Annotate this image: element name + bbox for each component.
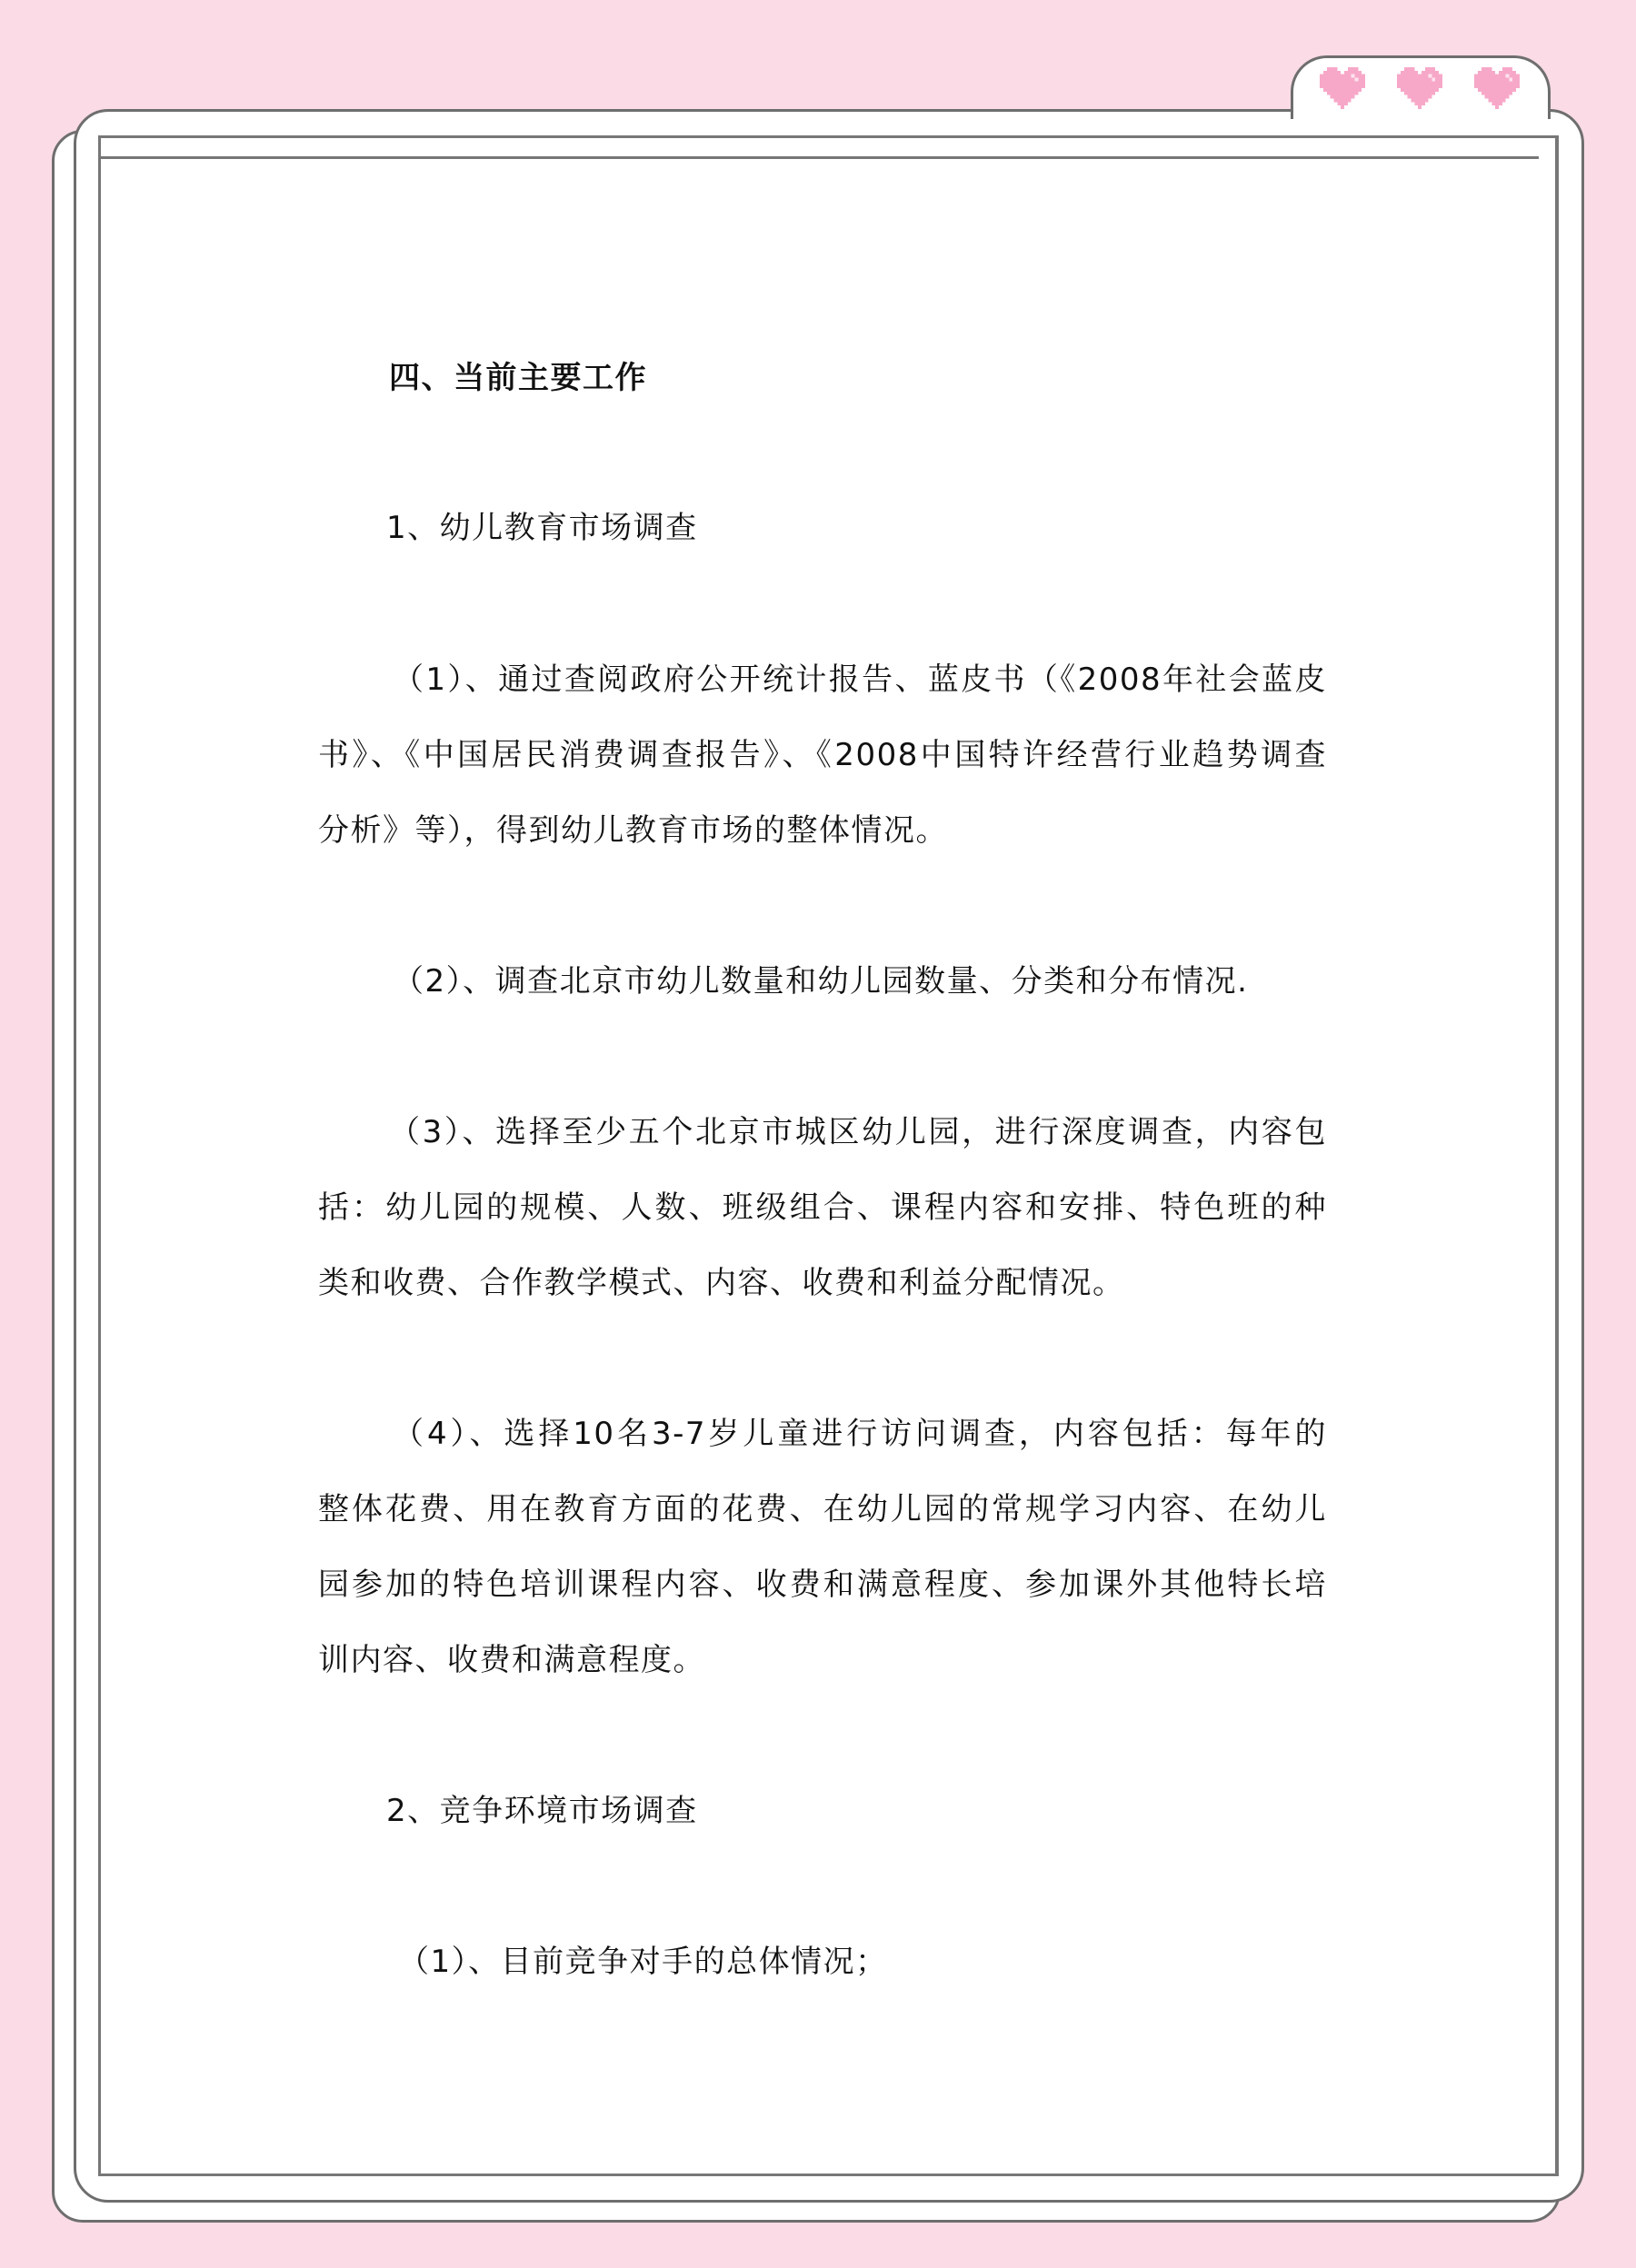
paragraph-line: 分析》等），得到幼儿教育市场的整体情况。 <box>318 812 948 849</box>
paragraph-line: （1）、通过查阅政府公开统计报告、蓝皮书（《2008年社会蓝皮 <box>393 662 1327 698</box>
paragraph-line: （4）、选择10名3-7岁儿童进行访问调查，内容包括：每年的 <box>393 1416 1327 1452</box>
heart-icon <box>1320 67 1365 109</box>
heart-icon <box>1397 67 1442 109</box>
paragraph-line: 整体花费、用在教育方面的花费、在幼儿园的常规学习内容、在幼儿 <box>318 1491 1327 1527</box>
paragraph-line: 括：幼儿园的规模、人数、班级组合、课程内容和安排、特色班的种 <box>318 1189 1327 1226</box>
paragraph-line: （3）、选择至少五个北京市城区幼儿园，进行深度调查，内容包 <box>389 1114 1327 1150</box>
paragraph-line: 类和收费、合作教学模式、内容、收费和利益分配情况。 <box>318 1265 1125 1301</box>
paragraph-line: 训内容、收费和满意程度。 <box>318 1642 705 1678</box>
subsection-title: 1、幼儿教育市场调查 <box>386 510 698 546</box>
paragraph-line: （1）、目前竞争对手的总体情况； <box>398 1944 888 1980</box>
heart-icon <box>1474 67 1520 109</box>
paragraph-line: 书》、《中国居民消费调查报告》、《2008中国特许经营行业趋势调查 <box>318 737 1327 773</box>
page-header-rule <box>98 156 1539 159</box>
section-heading: 四、当前主要工作 <box>389 360 647 396</box>
paragraph-line: （2）、调查北京市幼儿数量和幼儿园数量、分类和分布情况. <box>393 963 1249 1000</box>
document-page <box>98 135 1559 2176</box>
subsection-title: 2、竞争环境市场调查 <box>386 1793 698 1829</box>
paragraph-line: 园参加的特色培训课程内容、收费和满意程度、参加课外其他特长培 <box>318 1567 1327 1603</box>
